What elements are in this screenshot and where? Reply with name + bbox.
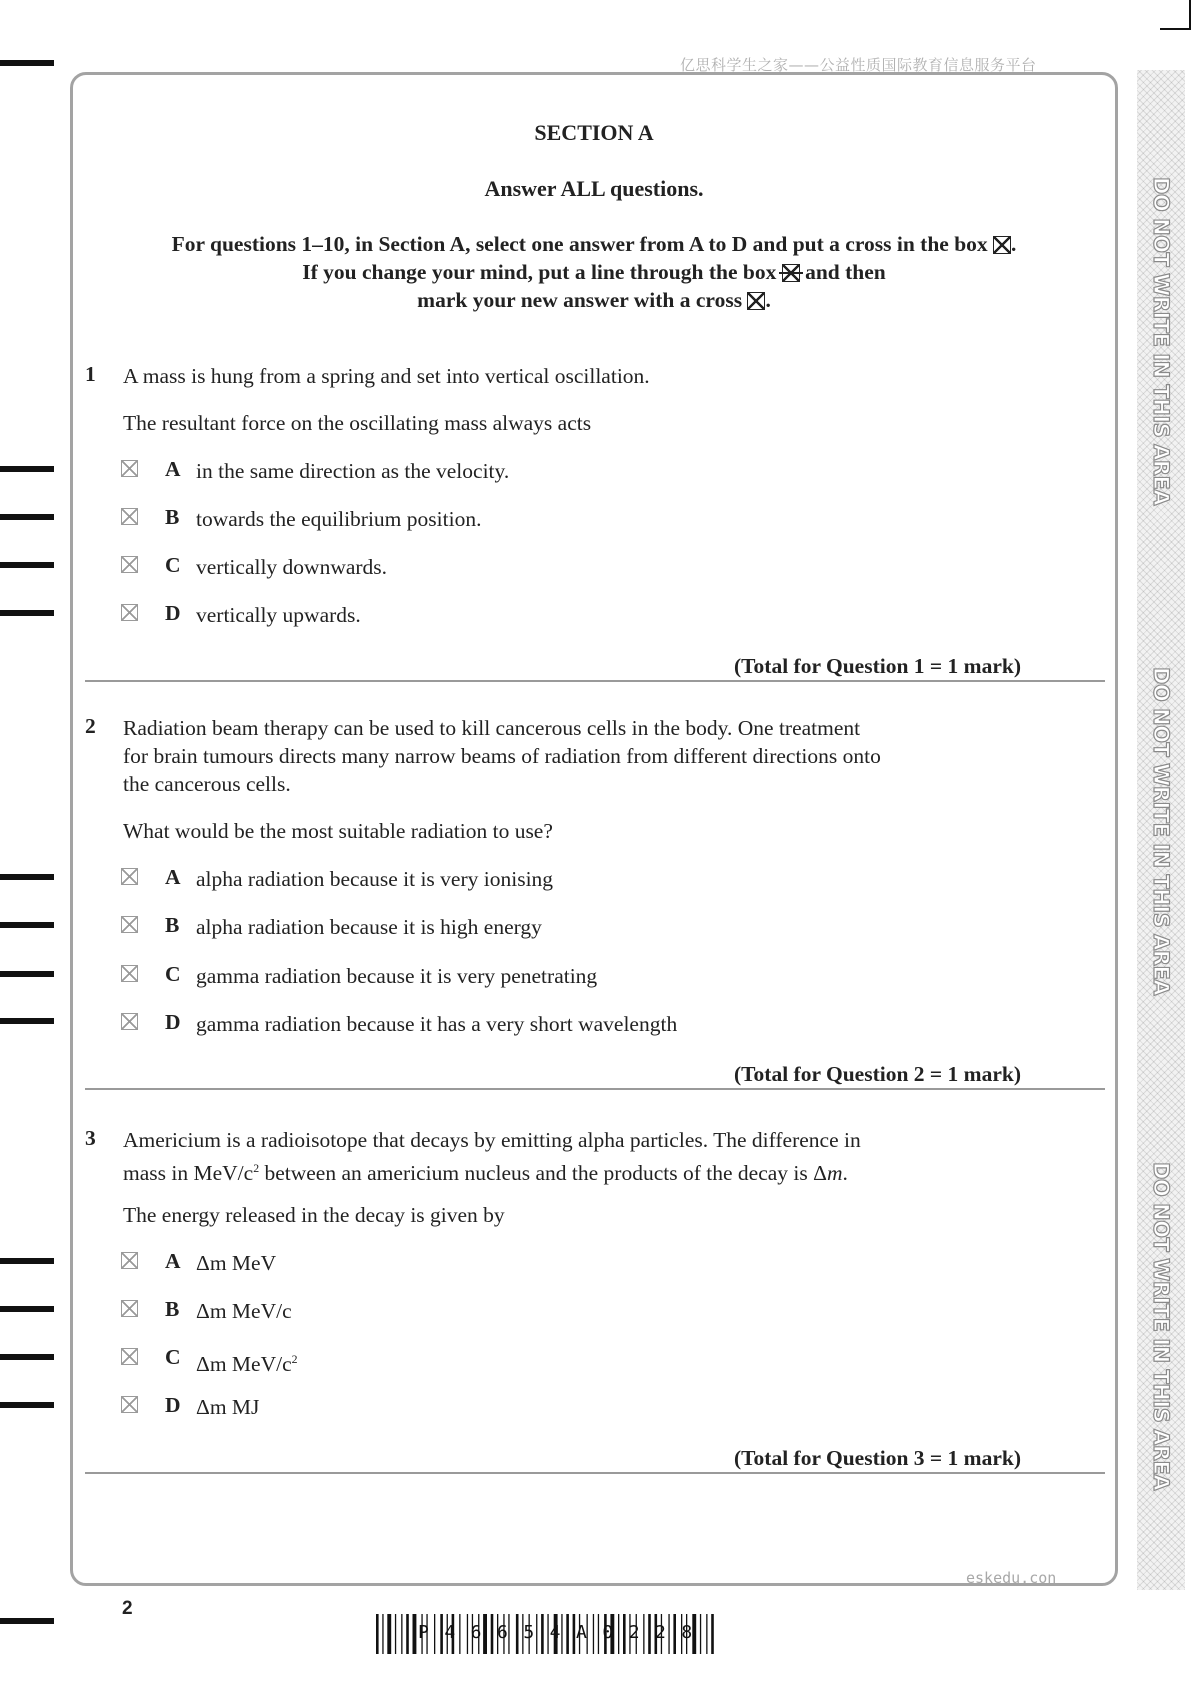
answer-checkbox[interactable] — [121, 868, 138, 885]
option-text-main: Δm MeV/c — [196, 1352, 292, 1377]
answer-checkbox[interactable] — [121, 916, 138, 933]
timing-mark — [0, 1306, 54, 1312]
question-stem — [123, 1154, 848, 1187]
instructions-line-2 — [70, 260, 1118, 285]
timing-mark — [0, 562, 54, 568]
timing-mark — [0, 922, 54, 928]
option-letter: A — [165, 457, 181, 481]
barcode-bar — [401, 1614, 402, 1654]
timing-mark — [0, 1618, 54, 1624]
barcode-bar — [406, 1614, 409, 1654]
option-text — [196, 1345, 298, 1378]
timing-mark — [0, 610, 54, 616]
option-text: vertically upwards. — [196, 603, 361, 627]
option-letter: B — [165, 505, 180, 529]
barcode-bar — [711, 1614, 714, 1654]
section-title: SECTION A — [534, 120, 654, 145]
question-total: (Total for Question 2 = 1 mark) — [734, 1062, 1021, 1086]
divider — [85, 1088, 1105, 1090]
option-text: vertically downwards. — [196, 555, 388, 579]
option-text: alpha radiation because it is high energy — [196, 915, 542, 939]
question-prompt: The resultant force on the oscillating mass always acts — [123, 411, 592, 435]
struck-cross-box-icon — [782, 264, 800, 282]
watermark-top: 亿思科学生之家——公益性质国际教育信息服务平台 — [680, 56, 1037, 74]
answer-checkbox[interactable] — [121, 1396, 138, 1413]
option-letter: D — [165, 1010, 181, 1034]
option-letter: C — [165, 553, 181, 577]
option-text: in the same direction as the velocity. — [196, 459, 510, 483]
option-text: Δm MeV — [196, 1251, 277, 1275]
question-total: (Total for Question 3 = 1 mark) — [734, 1446, 1021, 1470]
barcode-bar — [376, 1614, 379, 1654]
question-stem: the cancerous cells. — [123, 772, 291, 796]
stem-text: between an americium nucleus and the products of the decay is Δ — [259, 1161, 827, 1186]
question-stem: Radiation beam therapy can be used to kill cancerous cells in the body. One treatment — [123, 716, 861, 740]
cross-box-icon — [993, 236, 1011, 254]
answer-all-heading: Answer ALL questions. — [484, 176, 704, 201]
side-notice: DO NOT WRITE IN THIS AREA — [1149, 667, 1173, 996]
question-number: 2 — [85, 714, 96, 738]
option-letter: D — [165, 1393, 181, 1417]
page-number: 2 — [122, 1598, 133, 1619]
answer-checkbox[interactable] — [121, 1300, 138, 1317]
divider — [85, 680, 1105, 682]
option-letter: A — [165, 865, 181, 889]
instructions-line-3: mark your new answer with a cross . — [417, 288, 771, 312]
divider — [85, 1472, 1105, 1474]
question-stem: Americium is a radioisotope that decays by emitting alpha particles. The difference in — [123, 1128, 861, 1152]
instructions-line-1: For questions 1–10, in Section A, select one answer from A to D and put a cross in the box . — [171, 232, 1017, 256]
question-prompt: The energy released in the decay is given by — [123, 1203, 505, 1227]
barcode-bar — [413, 1614, 417, 1654]
option-letter: C — [165, 1345, 181, 1369]
question-total: (Total for Question 1 = 1 mark) — [734, 654, 1021, 678]
option-letter: A — [165, 1249, 181, 1273]
side-notice: DO NOT WRITE IN THIS AREA — [1149, 1162, 1173, 1491]
answer-checkbox[interactable] — [121, 1348, 138, 1365]
timing-mark — [0, 971, 54, 977]
timing-mark — [0, 514, 54, 520]
crop-mark — [1160, 0, 1191, 30]
option-text: gamma radiation because it has a very short wavelength — [196, 1012, 678, 1036]
question-stem: A mass is hung from a spring and set into vertical oscillation. — [123, 364, 650, 388]
question-number: 3 — [85, 1126, 96, 1150]
instructions-text: and then — [805, 260, 886, 284]
instructions-text: If you change your mind, put a line through the box — [302, 260, 777, 284]
option-letter: D — [165, 601, 181, 625]
timing-mark — [0, 1258, 54, 1264]
barcode-bar — [395, 1614, 396, 1654]
option-text: Δm MeV/c — [196, 1299, 292, 1323]
answer-checkbox[interactable] — [121, 1252, 138, 1269]
stem-text: mass in MeV/c — [123, 1161, 254, 1186]
option-letter: B — [165, 913, 180, 937]
cross-box-icon — [747, 292, 765, 310]
watermark-bottom: eskedu.con — [966, 1569, 1057, 1587]
answer-checkbox[interactable] — [121, 556, 138, 573]
option-text: Δm MJ — [196, 1395, 260, 1419]
superscript: 2 — [253, 1161, 260, 1175]
question-number: 1 — [85, 362, 96, 386]
side-notice: DO NOT WRITE IN THIS AREA — [1149, 177, 1173, 506]
option-text: gamma radiation because it is very penetrating — [196, 964, 598, 988]
timing-mark — [0, 1402, 54, 1408]
answer-checkbox[interactable] — [121, 460, 138, 477]
timing-mark — [0, 874, 54, 880]
barcode-text: P46654A0228 — [418, 1622, 708, 1643]
stem-text: . — [842, 1161, 848, 1186]
timing-mark — [0, 60, 54, 66]
instructions-text: For questions 1–10, in Section A, select one answer from A to D and put a cross in the box — [171, 232, 988, 256]
variable: m — [826, 1161, 843, 1186]
option-text: towards the equilibrium position. — [196, 507, 482, 531]
answer-checkbox[interactable] — [121, 965, 138, 982]
option-text: alpha radiation because it is very ionising — [196, 867, 554, 891]
barcode-bar — [382, 1614, 383, 1654]
instructions-text: mark your new answer with a cross — [417, 288, 743, 312]
option-letter: C — [165, 962, 181, 986]
answer-checkbox[interactable] — [121, 1013, 138, 1030]
timing-mark — [0, 1354, 54, 1360]
answer-checkbox[interactable] — [121, 604, 138, 621]
question-prompt: What would be the most suitable radiation to use? — [123, 819, 553, 843]
option-letter: B — [165, 1297, 180, 1321]
superscript: 2 — [291, 1352, 298, 1366]
barcode-bar — [387, 1614, 391, 1654]
answer-checkbox[interactable] — [121, 508, 138, 525]
timing-mark — [0, 1018, 54, 1024]
question-stem: for brain tumours directs many narrow beams of radiation from different directions onto — [123, 744, 881, 768]
timing-mark — [0, 466, 54, 472]
